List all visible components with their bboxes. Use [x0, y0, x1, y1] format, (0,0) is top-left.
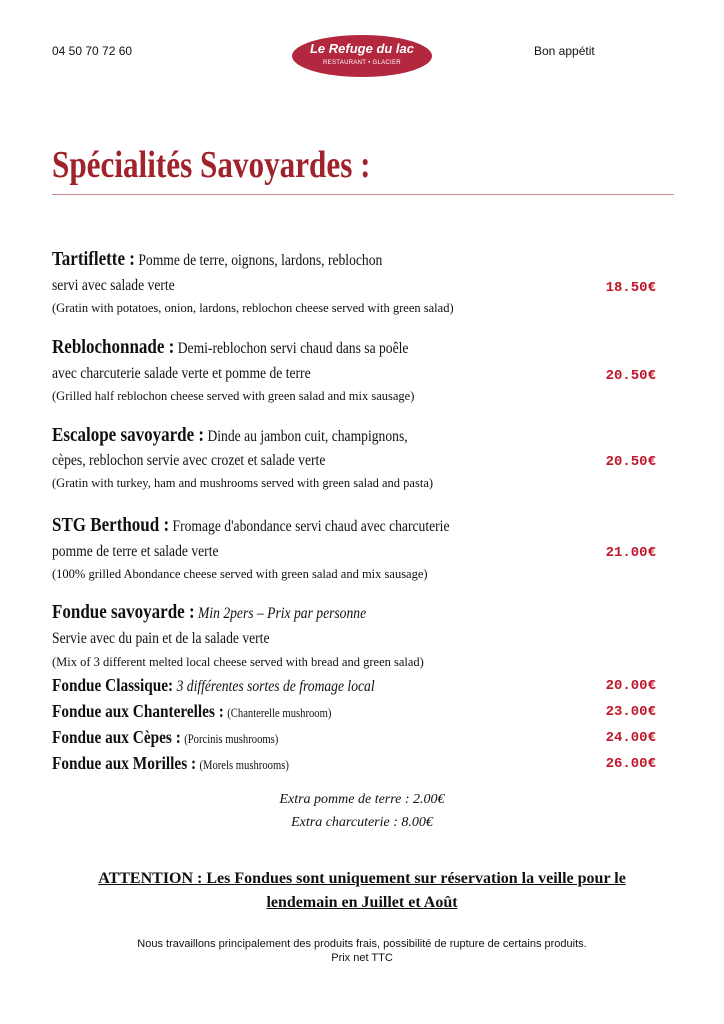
price: 24.00€ — [605, 730, 656, 746]
price: 20.50€ — [605, 368, 656, 384]
price: 23.00€ — [605, 704, 656, 720]
phone-number: 04 50 70 72 60 — [52, 44, 133, 58]
menu-page: 04 50 70 72 60 Le Refuge du lac RESTAURANT • GLACIER Bon appétit Spécialités Savoyardes : Tartiflette : Pomme de terre, oignons, lardons, reblochon servi avec salade verte 18.50€ (Gratin with potatoes, onion, lardons, reblochon cheese served with green salad) Reblochonnade : Demi-reblochon servi chaud dans sa poêle avec charcuterie salade verte et pomme de terre 20.50€ (Grilled half reblochon cheese served with green salad and mix sausage) Escalope savoyarde : Dinde au jambon cuit, champignons, cèpes, reblochon servie avec crozet et salade verte 20.50€ (Gratin with turkey, ham and mushrooms served with green salad and pasta) STG Berthoud : Fromage d'abondance servi chaud avec charcuterie pomme de terre et salade verte 21.00€ (100% grilled Abondance cheese served with green salad and mix sausage) Fondue savoyarde : Min 2pers – Prix par personne Servie avec du pain et de la salade verte (Mix of 3 different melted local cheese served with bread and green salad) Fondue Classique: 3 différentes sortes de fromage local 20.00€ Fondue aux Chanterelles : (Chanterelle mushroom) 23.00€ Fondue aux Cèpes : (Porcinis mushrooms) 24.00€ Fondue aux Morilles : (Morels mushrooms) 26.00€ Extra pomme de terre : 2.00€ Extra charcuterie : 8.00€ ATTENTION : Les Fondues sont uniquement sur réservation la veille pour le lendemain en Juillet et Août Nous travaillons principalement des produits frais, possibilité de rupture de certains produits. Prix net TTC — [0, 0, 724, 1024]
footer-note: Nous travaillons principalement des produits frais, possibilité de rupture de certains produits. — [137, 938, 587, 950]
extra-line: Extra charcuterie : 8.00€ — [291, 815, 433, 830]
greeting: Bon appétit — [534, 44, 595, 58]
price: 26.00€ — [605, 756, 656, 772]
extra-line: Extra pomme de terre : 2.00€ — [279, 792, 445, 807]
attention-notice: ATTENTION : Les Fondues sont uniquement sur réservation la veille pour le — [98, 870, 626, 887]
restaurant-logo: Le Refuge du lac RESTAURANT • GLACIER — [292, 35, 432, 77]
price: 18.50€ — [605, 280, 656, 296]
price: 21.00€ — [605, 545, 656, 561]
price: 20.00€ — [605, 678, 656, 694]
page-title: Spécialités Savoyardes : — [52, 144, 371, 186]
divider — [52, 194, 674, 195]
footer-note: Prix net TTC — [331, 952, 393, 964]
price: 20.50€ — [605, 454, 656, 470]
attention-notice: lendemain en Juillet et Août — [266, 894, 458, 911]
